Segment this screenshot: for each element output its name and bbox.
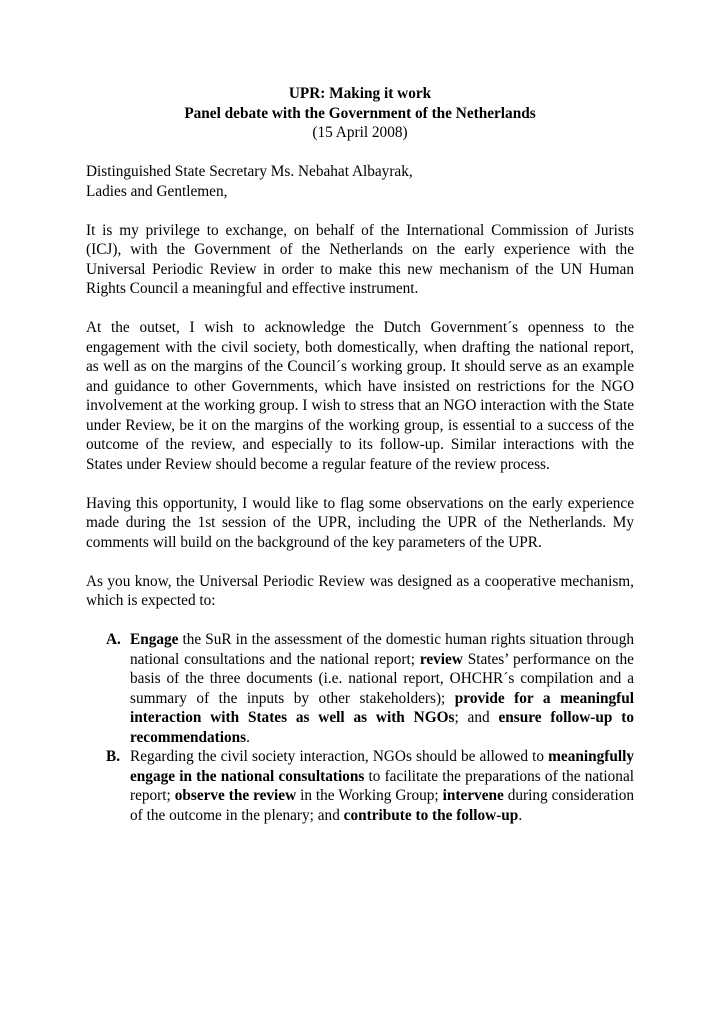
document-date: (15 April 2008) xyxy=(312,124,408,141)
list-a-review: review xyxy=(419,650,463,668)
list-b-text-3: in the Working Group; xyxy=(296,787,443,804)
list-a-end: . xyxy=(246,728,250,746)
list-a-interaction: provide for a meaningful interaction with States as well as with NGOs xyxy=(130,689,635,726)
list-marker-a: A. xyxy=(106,631,121,648)
list-a-text-1: the SuR in the assessment of the domestic human rights situation through national consultations and the national report; xyxy=(130,631,634,668)
list-marker-b: B. xyxy=(106,748,121,765)
document-title: UPR: Making it work xyxy=(288,85,432,102)
list-b-observe: observe the review xyxy=(174,787,297,804)
document-subtitle: Panel debate with the Government of the Netherlands xyxy=(184,104,536,122)
list-b-text-2: to facilitate the preparations of the national report; xyxy=(130,767,634,804)
list-b-end: . xyxy=(518,806,523,824)
salutation xyxy=(86,162,634,201)
list-a-engage: Engage xyxy=(130,631,179,648)
list-b-text-1: Regarding the civil society interaction, NGOs should be allowed to xyxy=(130,748,549,765)
list-item-a xyxy=(86,630,634,747)
salutation-line-1: Distinguished State Secretary Ms. Nebahat Albayrak, xyxy=(86,163,413,180)
list-a-follow-up: ensure follow-up to recommendations xyxy=(130,709,634,746)
list-b-text-4: during consideration of the outcome in the plenary; and xyxy=(130,787,634,824)
expectations-list xyxy=(86,630,634,825)
paragraph-outset: At the outset, I wish to acknowledge the Dutch Government´s openness to the engagement with the civil society, both domestically, when drafting the national report, as well as on the margins of the Council´s working group. It should serve as an example and guidance to other Governments, which have insisted on restrictions for the NGO involvement at the working group. I wish to stress that an NGO interaction with the State under Review, be it on the margins of the working group, is essential to a success of the outcome of the review, and especially to its follow-up. Similar interactions with the States under Review should become a regular feature of the review process. xyxy=(86,319,634,473)
paragraph-privilege: It is my privilege to exchange, on behalf of the International Commission of Jurists (ICJ), with the Government of the Netherlands on the early experience with the Universal Periodic Review in order to make this new mechanism of the UN Human Rights Council a meaningful and effective instrument. xyxy=(86,221,634,297)
list-a-text-2: States’ performance on the basis of the three documents (i.e. national report, OHCHR´s compilation and a summary of the inputs by other stakeholders); xyxy=(130,650,634,707)
paragraph-observations: Having this opportunity, I would like to flag some observations on the early experience made during the 1st session of the UPR, including the UPR of the Netherlands. My comments will build on the background of the key parameters of the UPR. xyxy=(86,494,634,551)
list-b-intervene: intervene xyxy=(442,787,504,804)
paragraph-mechanism: As you know, the Universal Periodic Review was designed as a cooperative mechanism, which is expected to: xyxy=(86,572,634,609)
list-b-engage: meaningfully engage in the national consultations xyxy=(130,748,634,785)
document-page xyxy=(86,84,634,825)
title-block xyxy=(86,84,634,123)
list-a-text-3: ; and xyxy=(454,709,499,726)
list-b-contribute: contribute to the follow-up xyxy=(343,806,519,824)
list-item-b xyxy=(86,747,634,825)
salutation-line-2: Ladies and Gentlemen, xyxy=(86,182,228,200)
date-line-wrapper xyxy=(86,123,634,143)
